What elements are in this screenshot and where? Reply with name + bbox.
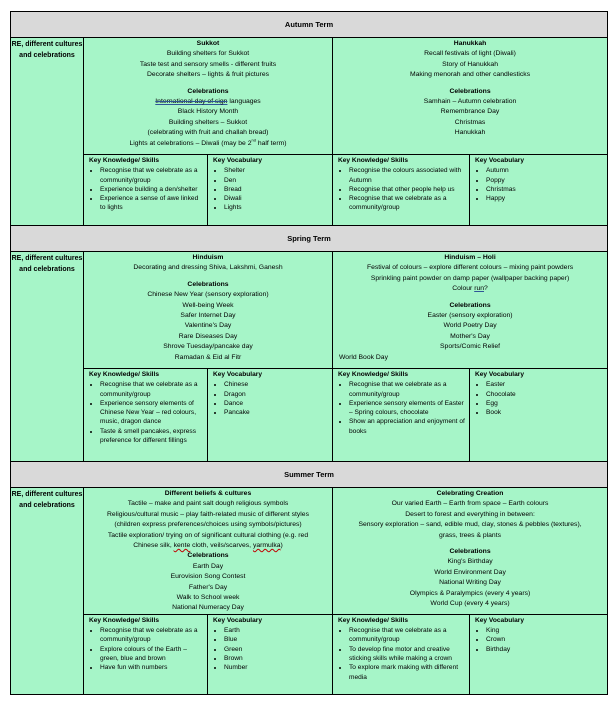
summer-term-row xyxy=(11,462,608,488)
celebration-line: Eurovision Song Contest xyxy=(170,573,246,581)
underlined-word: yarmulka xyxy=(252,542,281,550)
topic-line: Sensory exploration – sand, edible mud, clay, stones & pebbles (textures), xyxy=(358,521,582,529)
list-item: • Pancake xyxy=(224,408,329,417)
autumn-left-key-knowledge xyxy=(84,155,208,226)
list-item: • Experience a sense of awe linked to lights xyxy=(100,194,204,213)
list-item: • Experience sensory elements of Easter – Spring colours, chocolate xyxy=(349,399,466,418)
celebrations-title: Celebrations xyxy=(187,87,229,95)
list-item: • Explore colours of the Earth – green, blue and brown xyxy=(100,645,204,664)
list-item: • Den xyxy=(224,176,329,185)
celebration-line: Christmas xyxy=(454,118,486,126)
autumn-term-row xyxy=(11,12,608,38)
list-item: • Recognise that we celebrate as a community/group xyxy=(100,626,204,645)
autumn-area-label: RE, different cultures and celebrations xyxy=(11,38,84,226)
spring-term-heading: Spring Term xyxy=(11,226,608,252)
celebration-line: Olympics & Paralympics (every 4 years) xyxy=(409,589,531,597)
celebration-line: Walk to School week xyxy=(176,594,240,602)
key-vocabulary-heading: Key Vocabulary xyxy=(475,616,524,624)
autumn-skills-row xyxy=(11,155,608,226)
celebration-line: World Cup (every 4 years) xyxy=(430,600,510,608)
celebration-line: Father's Day xyxy=(188,583,228,591)
spring-term-row xyxy=(11,226,608,252)
list-item: • Recognise that we celebrate as a community/group xyxy=(100,166,204,185)
list-item: • Brown xyxy=(224,654,329,663)
list-item: • Experience sensory elements of Chinese New Year – red colours, music, dragon dance xyxy=(100,399,204,427)
list-item: • Taste & smell pancakes, express preference for different fillings xyxy=(100,427,204,446)
list-item: • Have fun with numbers xyxy=(100,663,204,672)
topic-title: Celebrating Creation xyxy=(436,490,504,497)
spring-left-key-vocabulary xyxy=(208,369,333,462)
list-item: • Earth xyxy=(224,626,329,635)
celebration-line: National Writing Day xyxy=(439,579,501,587)
key-knowledge-heading: Key Knowledge/ Skills xyxy=(338,616,408,624)
spring-topic-row xyxy=(11,252,608,369)
summer-right-key-vocabulary xyxy=(470,614,608,694)
list-item: • Experience building a den/shelter xyxy=(100,185,204,194)
list-item: • Green xyxy=(224,645,329,654)
list-item: • Recognise the colours associated with Autumn xyxy=(349,166,466,185)
topic-line: Decorating and dressing Shiva, Lakshmi, Ganesh xyxy=(133,264,283,272)
list-item: • Recognise that we celebrate as a community/group xyxy=(349,194,466,213)
topic-line: Colour run? xyxy=(452,285,488,293)
celebrations-title: Celebrations xyxy=(187,280,229,288)
topic-line: Tactile exploration/ trying on of significant cultural clothing (e.g. red xyxy=(107,531,309,539)
celebration-line: Ramadan & Eid al Fitr xyxy=(174,353,242,361)
spring-right-topic xyxy=(333,252,608,369)
autumn-right-topic xyxy=(333,38,608,155)
list-item: • Easter xyxy=(486,380,604,389)
key-vocabulary-heading: Key Vocabulary xyxy=(475,371,524,378)
spring-right-key-knowledge xyxy=(333,369,470,462)
topic-line: Desert to forest and everything in between: xyxy=(405,510,535,518)
celebrations-title: Celebrations xyxy=(449,548,491,556)
celebration-line: Samhain – Autumn celebration xyxy=(423,98,517,106)
list-item: • Dragon xyxy=(224,390,329,399)
topic-title: Sukkot xyxy=(196,40,220,47)
autumn-left-topic xyxy=(84,38,333,155)
celebration-line: World Environment Day xyxy=(434,568,506,576)
list-item: • Diwali xyxy=(224,194,329,203)
celebration-line: Shrove Tuesday/pancake day xyxy=(163,343,253,351)
celebration-line: Rare Diseases Day xyxy=(178,332,238,340)
curriculum-overview xyxy=(10,11,607,695)
list-item: • Chocolate xyxy=(486,390,604,399)
celebration-line: Lights at celebrations – Diwali (may be 2nd half term) xyxy=(129,137,287,147)
celebration-line: International day of sign languages xyxy=(155,98,261,106)
autumn-right-key-vocabulary xyxy=(470,155,608,226)
list-item: • Egg xyxy=(486,399,604,408)
topic-line: Taste test and sensory smells - different fruits xyxy=(139,60,277,68)
key-knowledge-heading: Key Knowledge/ Skills xyxy=(89,157,159,164)
spring-left-key-knowledge xyxy=(84,369,208,462)
topic-line: Tactile – make and paint salt dough religious symbols xyxy=(127,500,289,508)
topic-line: Festival of colours – explore different colours – mixing paint powders xyxy=(366,264,574,272)
key-vocabulary-heading: Key Vocabulary xyxy=(213,616,262,624)
curriculum-table xyxy=(10,11,608,695)
key-knowledge-heading: Key Knowledge/ Skills xyxy=(338,157,408,164)
summer-right-topic xyxy=(333,488,608,615)
summer-topic-row xyxy=(11,488,608,615)
celebration-line: National Numeracy Day xyxy=(172,604,244,612)
list-item: • Show an appreciation and enjoyment of books xyxy=(349,417,466,436)
list-item: • Recognise that we celebrate as a community/group xyxy=(100,380,204,399)
key-knowledge-heading: Key Knowledge/ Skills xyxy=(338,371,408,378)
celebration-line: World Book Day xyxy=(339,353,388,361)
celebration-line: Sports/Comic Relief xyxy=(440,343,501,351)
autumn-term-heading: Autumn Term xyxy=(11,12,608,38)
list-item: • Bread xyxy=(224,185,329,194)
celebration-line: Chinese New Year (sensory exploration) xyxy=(147,291,269,299)
topic-line: grass, trees & plants xyxy=(439,531,502,539)
autumn-topic-row xyxy=(11,38,608,155)
autumn-left-key-vocabulary xyxy=(208,155,333,226)
list-item: • Recognise that we celebrate as a community/group xyxy=(349,380,466,399)
key-knowledge-heading: Key Knowledge/ Skills xyxy=(89,371,159,378)
list-item: • Recognise that other people help us xyxy=(349,185,466,194)
spring-left-topic xyxy=(84,252,333,369)
list-item: • Recognise that we celebrate as a community/group xyxy=(349,626,466,645)
key-knowledge-heading: Key Knowledge/ Skills xyxy=(89,616,159,624)
summer-term-heading: Summer Term xyxy=(11,462,608,488)
spring-area-label: RE, different cultures and celebrations xyxy=(11,252,84,462)
celebrations-title: Celebrations xyxy=(187,552,229,560)
spring-right-key-vocabulary xyxy=(470,369,608,462)
list-item: • Crown xyxy=(486,635,604,644)
celebration-line: Valentine's Day xyxy=(184,322,232,330)
celebration-line: Mother's Day xyxy=(450,332,490,340)
strikethrough-text: International day of sign xyxy=(155,98,228,106)
list-item: • King xyxy=(486,626,604,635)
summer-left-key-vocabulary xyxy=(208,614,333,694)
summer-left-key-knowledge xyxy=(84,614,208,694)
summer-skills-row xyxy=(11,614,608,694)
list-item: • Christmas xyxy=(486,185,604,194)
celebration-line: (celebrating with fruit and challah bread) xyxy=(147,129,269,137)
underlined-word: run xyxy=(474,285,485,293)
summer-area-label: RE, different cultures and celebrations xyxy=(11,488,84,695)
celebration-line: Hanukkah xyxy=(454,129,486,137)
celebrations-title: Celebrations xyxy=(449,301,491,309)
topic-title: Hinduism xyxy=(192,254,224,261)
list-item: • Autumn xyxy=(486,166,604,175)
list-item: • Chinese xyxy=(224,380,329,389)
topic-line: Decorate shelters – lights & fruit pictures xyxy=(146,71,270,79)
celebration-line: World Poetry Day xyxy=(443,322,497,330)
autumn-right-key-knowledge xyxy=(333,155,470,226)
topic-line: (children express preferences/choices using symbols/pictures) xyxy=(114,521,302,529)
topic-line: Recall festivals of light (Diwali) xyxy=(424,50,516,58)
list-item: • Shelter xyxy=(224,166,329,175)
topic-line: Chinese silk, kente cloth, veils/scarves, yarmulka) xyxy=(133,542,283,550)
list-item: • To develop fine motor and creative sticking skills while making a crown xyxy=(349,645,466,664)
key-vocabulary-heading: Key Vocabulary xyxy=(213,371,262,378)
topic-line: Sprinkling paint powder on damp paper (wallpaper backing paper) xyxy=(370,274,570,282)
spring-skills-row xyxy=(11,369,608,462)
celebration-line: Black History Month xyxy=(177,108,239,116)
list-item: • Number xyxy=(224,663,329,672)
topic-title: Hanukkah xyxy=(453,40,487,47)
summer-right-key-knowledge xyxy=(333,614,470,694)
topic-line: Religious/cultural music – play faith-related music of different styles xyxy=(107,510,309,518)
celebration-line: Easter (sensory exploration) xyxy=(427,312,513,320)
list-item: • Poppy xyxy=(486,176,604,185)
list-item: • Dance xyxy=(224,399,329,408)
summer-left-topic xyxy=(84,488,333,615)
key-vocabulary-heading: Key Vocabulary xyxy=(213,157,262,164)
topic-line: Story of Hanukkah xyxy=(442,60,498,68)
list-item: • Happy xyxy=(486,194,604,203)
topic-title: Different beliefs & cultures xyxy=(164,490,252,497)
celebration-line: Safer Internet Day xyxy=(180,312,236,320)
underlined-word: kente xyxy=(173,542,191,550)
key-vocabulary-heading: Key Vocabulary xyxy=(475,157,524,164)
list-item: • Lights xyxy=(224,203,329,212)
topic-line: Building shelters for Sukkot xyxy=(166,50,250,58)
topic-line: Making menorah and other candlesticks xyxy=(409,71,531,79)
topic-title: Hinduism – Holi xyxy=(444,254,496,261)
topic-line: Our varied Earth – Earth from space – Earth colours xyxy=(391,500,549,508)
celebration-line: Well-being Week xyxy=(182,301,234,309)
celebration-line: Building shelters – Sukkot xyxy=(168,118,248,126)
list-item: • To explore mark making with different media xyxy=(349,663,466,682)
celebration-line: King's Birthday xyxy=(447,558,493,566)
list-item: • Blue xyxy=(224,635,329,644)
list-item: • Birthday xyxy=(486,645,604,654)
celebration-line: Remembrance Day xyxy=(440,108,500,116)
celebration-line: Earth Day xyxy=(192,562,224,570)
list-item: • Book xyxy=(486,408,604,417)
celebrations-title: Celebrations xyxy=(449,87,491,95)
